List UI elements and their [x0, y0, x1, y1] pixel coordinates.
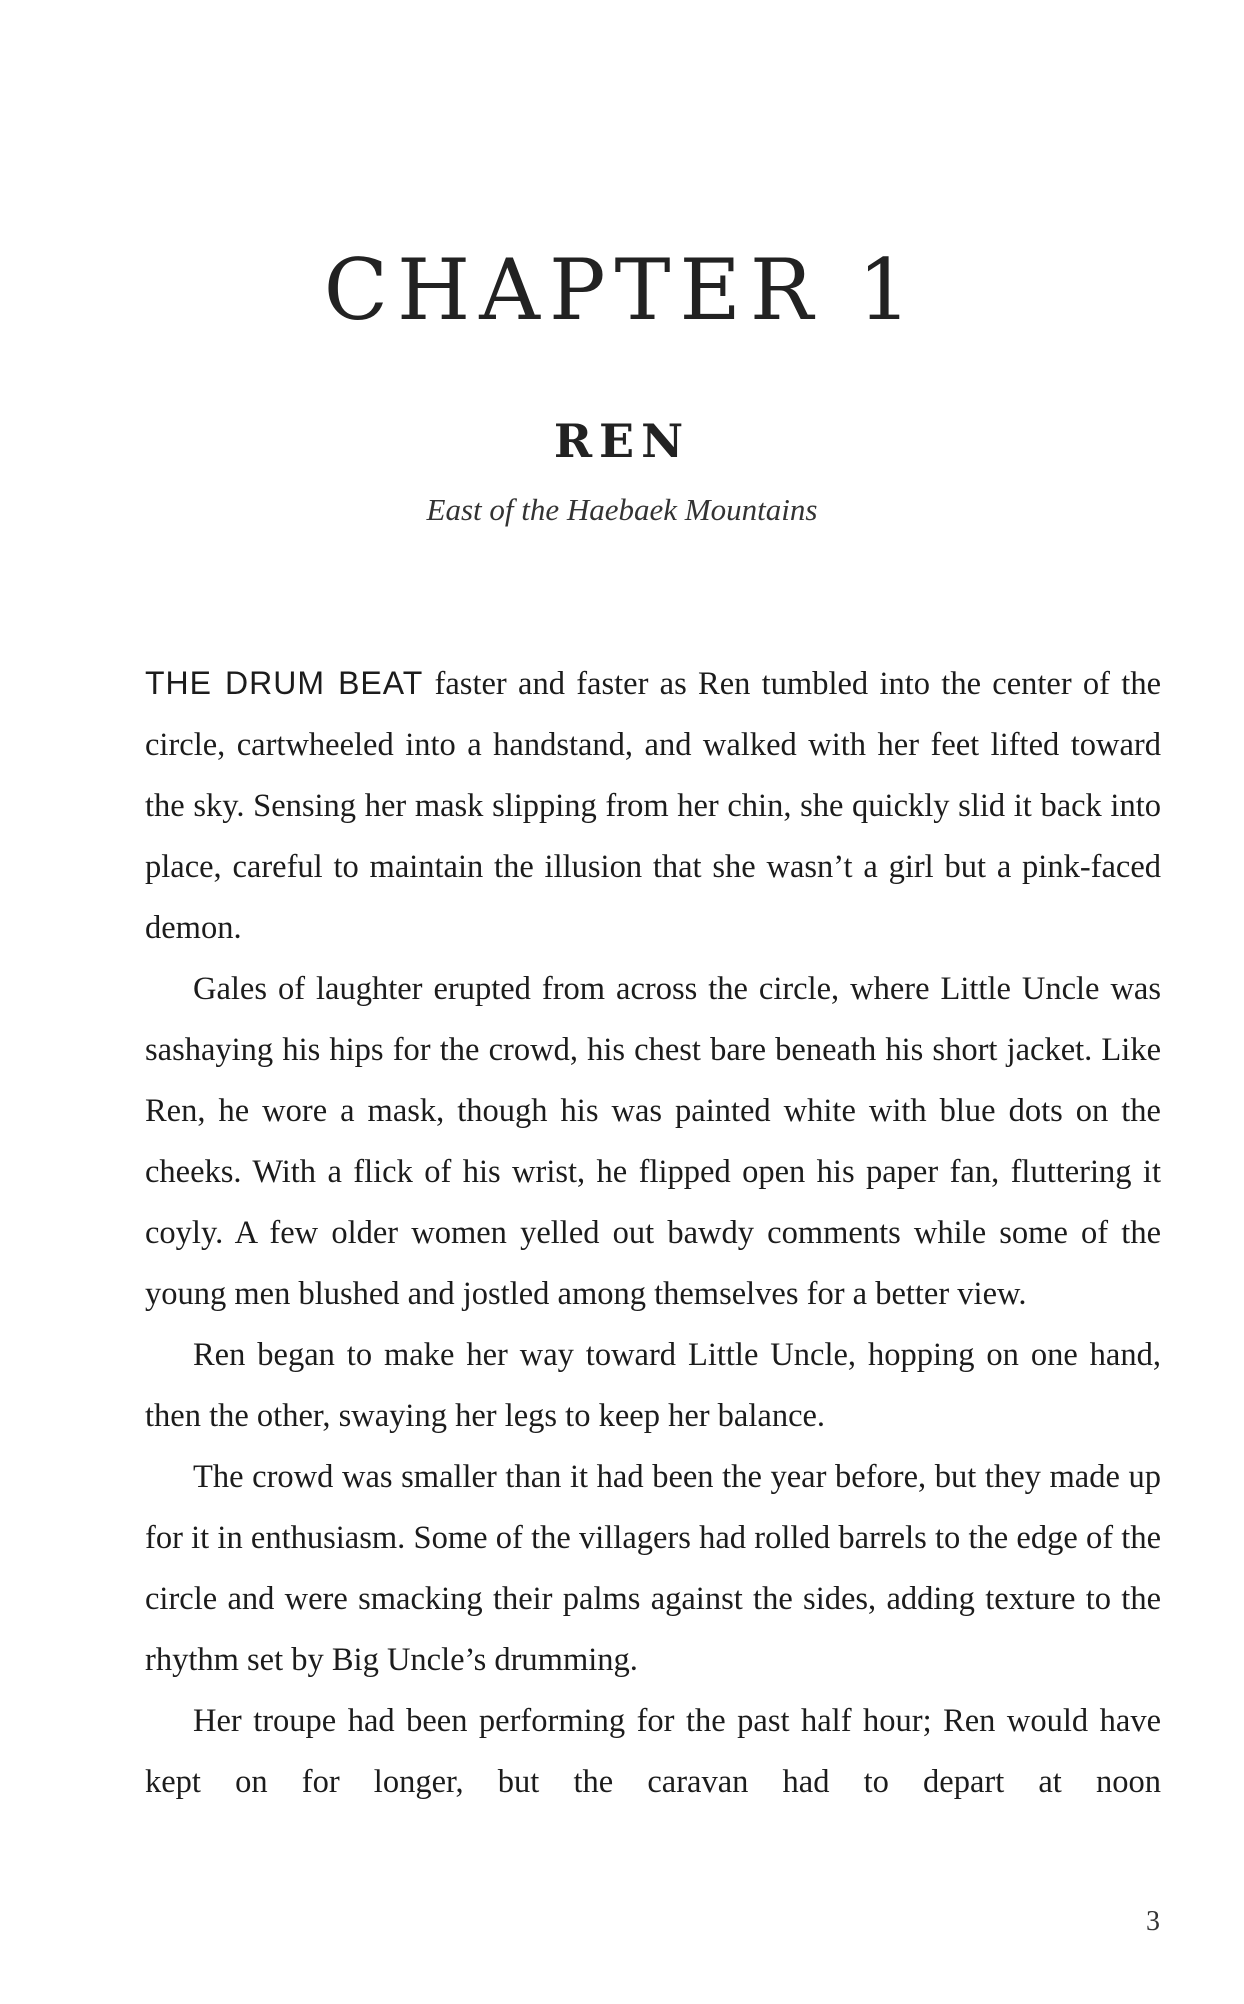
chapter-pov-name: REN: [553, 414, 691, 468]
paragraph-5: Her troupe had been performing for the past half hour; Ren would have kept on for longer, but the caravan had to depart at noon: [145, 1703, 1161, 1800]
paragraph-4: The crowd was smaller than it had been the year before, but they made up for it in enthusiasm. Some of the villagers had rolled barrels to the edge of the circle and were smacking their palms against the sides, adding texture to the rhythm set by Big Uncle’s drumming.: [145, 1459, 1161, 1678]
paragraph-1: [145, 653, 1161, 959]
chapter-location: East of the Haebaek Mountains: [426, 492, 818, 527]
page-number: 3: [1146, 1906, 1160, 1937]
paragraph-1-text: faster and faster as Ren tumbled into the center of the circle, cartwheeled into a handstand, and walked with her feet lifted toward the sky. Sensing her mask slipping from her chin, she quickly slid it back into place, careful to maintain the illusion that she wasn’t a girl but a pink-faced demon.: [145, 666, 1161, 946]
chapter-body: [145, 653, 1161, 1813]
paragraph-2: Gales of laughter erupted from across the circle, where Little Uncle was sashaying his hips for the crowd, his chest bare beneath his short jacket. Like Ren, he wore a mask, though his was painted white with blue dots on the cheeks. With a flick of his wrist, he flipped open his paper fan, fluttering it coyly. A few older women yelled out bawdy comments while some of the young men blushed and jostled among themselves for a better view.: [145, 971, 1161, 1312]
paragraph-3: Ren began to make her way toward Little Uncle, hopping on one hand, then the other, swaying her legs to keep her balance.: [145, 1337, 1161, 1434]
chapter-heading: CHAPTER 1: [323, 241, 921, 339]
paragraph-lead-in: THE DRUM BEAT: [145, 665, 424, 701]
